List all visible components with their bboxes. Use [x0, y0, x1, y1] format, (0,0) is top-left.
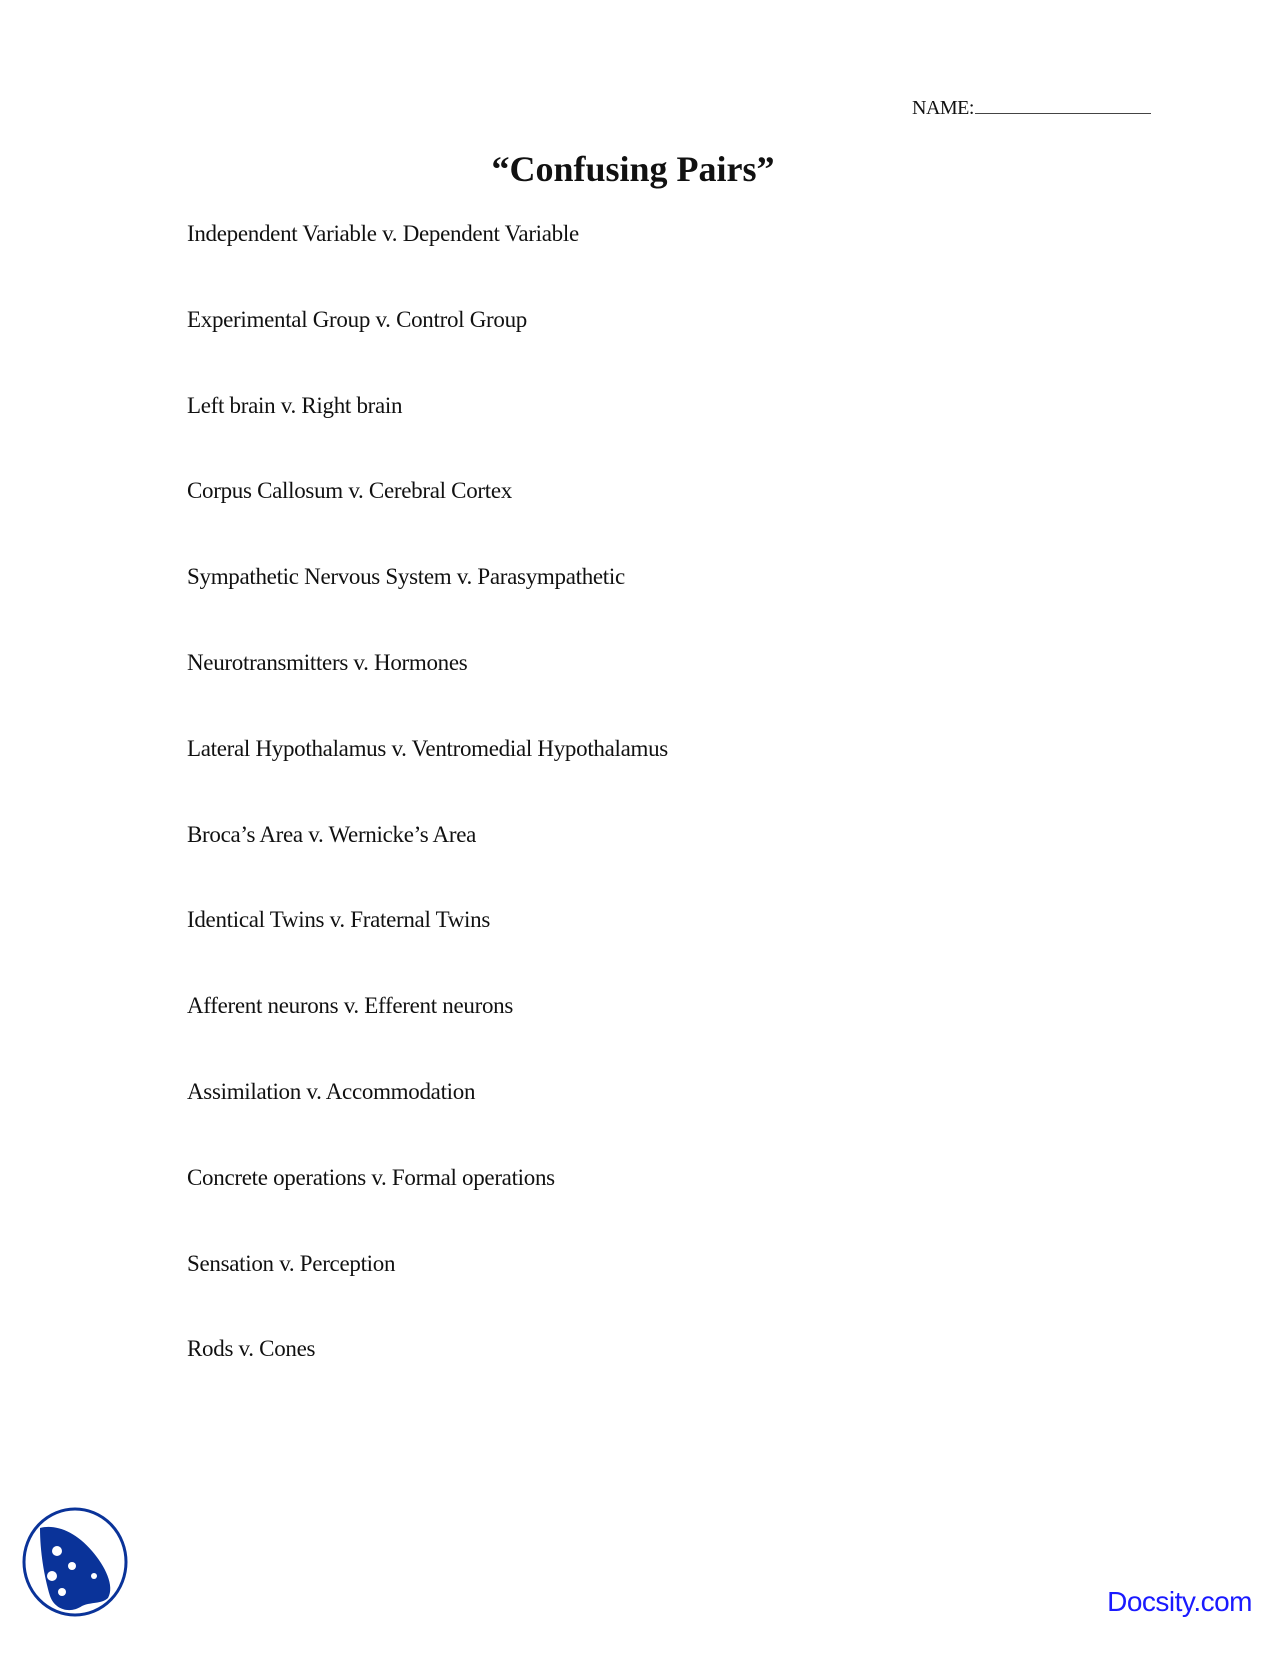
list-item: Rods v. Cones [187, 1336, 316, 1362]
pairs-list [187, 220, 668, 1421]
list-item: Concrete operations v. Formal operations [187, 1164, 555, 1190]
list-item: Experimental Group v. Control Group [187, 306, 527, 332]
list-item: Identical Twins v. Fraternal Twins [187, 907, 490, 933]
list-item: Afferent neurons v. Efferent neurons [187, 993, 513, 1019]
list-item: Corpus Callosum v. Cerebral Cortex [187, 478, 512, 504]
list-item: Independent Variable v. Dependent Variable [187, 221, 579, 246]
docsity-logo-icon [20, 1506, 130, 1618]
page-title: “Confusing Pairs” [491, 149, 775, 189]
list-item: Lateral Hypothalamus v. Ventromedial Hypothalamus [187, 735, 668, 761]
name-blank-line [975, 97, 1151, 114]
list-item: Assimilation v. Accommodation [187, 1078, 476, 1104]
name-field [912, 97, 1151, 120]
list-item: Neurotransmitters v. Hormones [187, 649, 468, 675]
list-item: Sensation v. Perception [187, 1250, 396, 1276]
list-item: Broca’s Area v. Wernicke’s Area [187, 821, 477, 847]
name-label: NAME: [912, 97, 974, 119]
docsity-brand-link[interactable]: Docsity.com [1107, 1586, 1252, 1617]
list-item: Sympathetic Nervous System v. Parasympathetic [187, 564, 625, 590]
list-item: Left brain v. Right brain [187, 392, 403, 418]
